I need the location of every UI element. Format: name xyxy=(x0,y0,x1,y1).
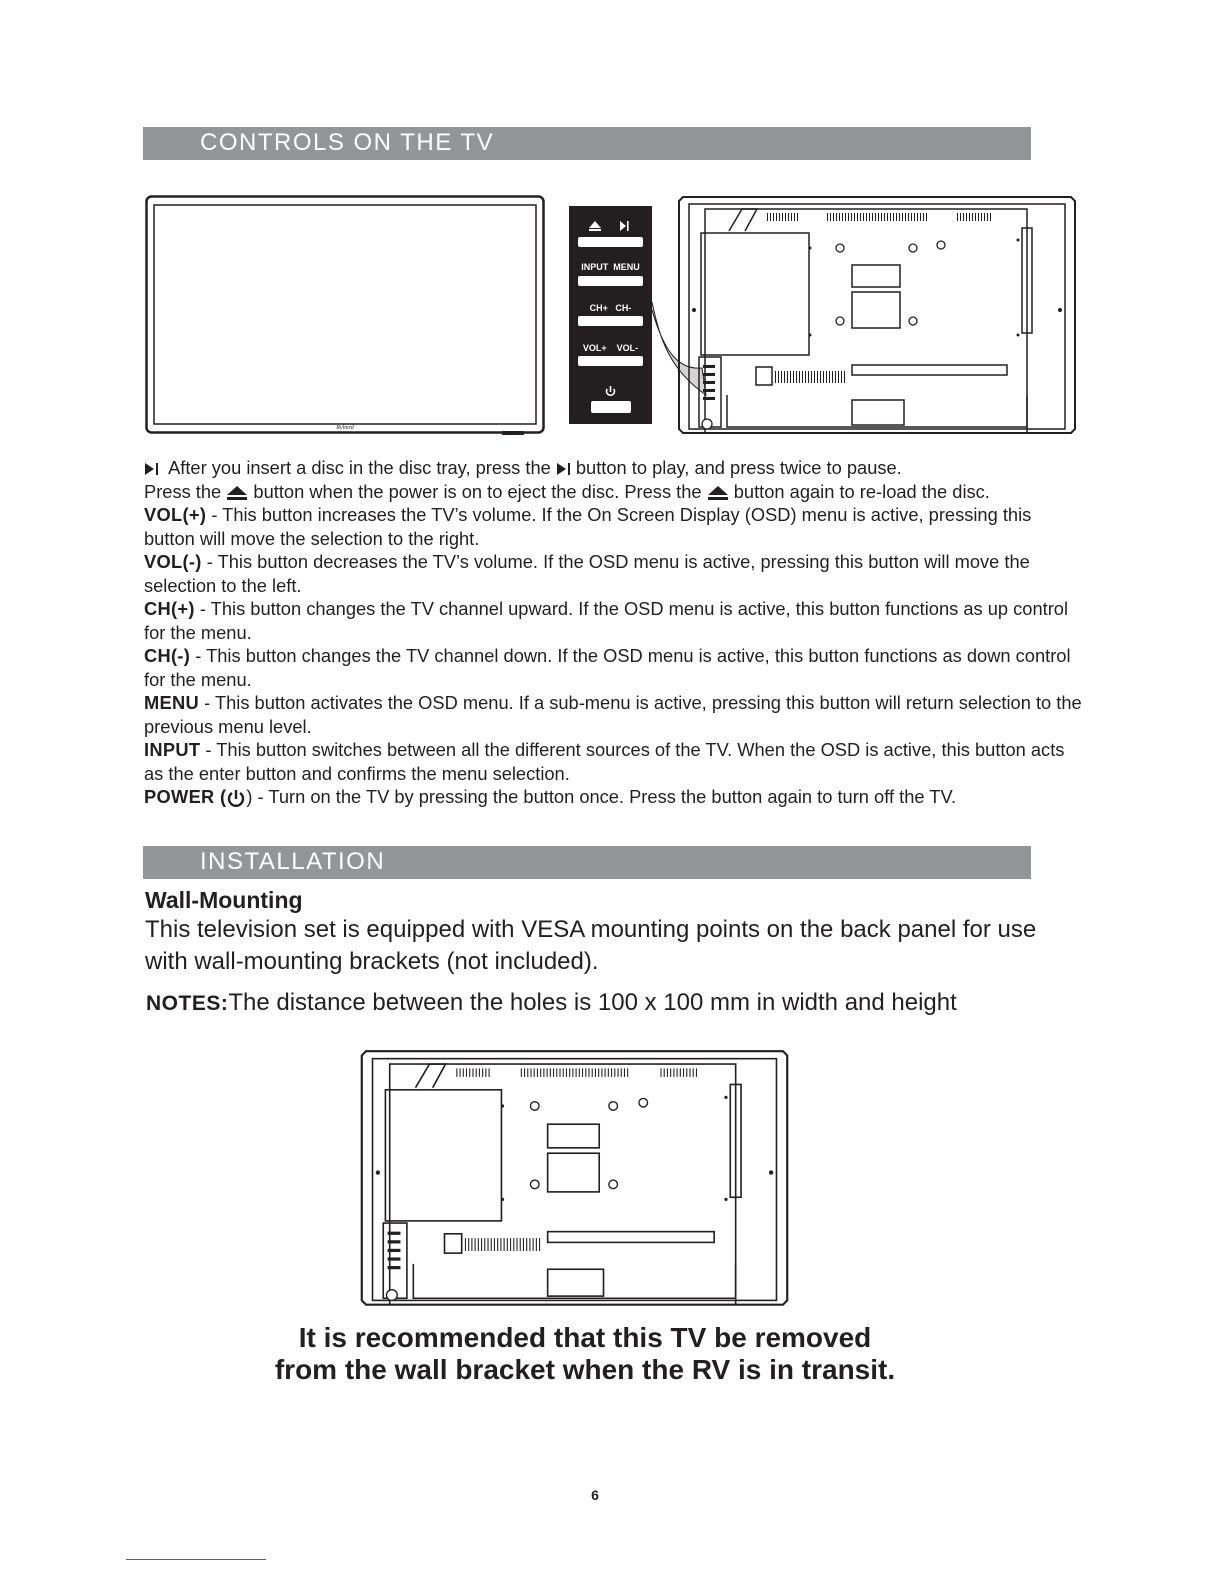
desc-vol-down: VOL(-) - This button decreases the TV’s volume. If the OSD menu is active, pressing this button will move the selection to the left. xyxy=(144,551,1030,596)
desc-input: INPUT - This button switches between all the different sources of the TV. When the OSD is active, this button acts as the enter button and confirms the menu selection. xyxy=(144,739,1065,784)
button-descriptions xyxy=(144,456,1084,809)
section-title: INSTALLATION xyxy=(200,848,386,875)
desc-menu: MENU - This button activates the OSD menu. If a sub-menu is active, pressing this button will return selection to the previous menu level. xyxy=(144,692,1082,737)
tv-back-mounting-illustration xyxy=(359,1049,790,1309)
power-icon xyxy=(226,789,246,807)
notes-text: The distance between the holes is 100 x 100 mm in width and height xyxy=(228,989,957,1016)
page-number: 6 xyxy=(591,1487,599,1503)
desc-eject: Press the button when the power is on to eject the disc. Press the button again to re-load the disc. xyxy=(144,480,990,502)
input-menu-label: INPUT MENU xyxy=(581,262,640,272)
footer-rule xyxy=(126,1559,266,1560)
section-title: CONTROLS ON THE TV xyxy=(200,129,495,156)
wall-mounting-heading: Wall-Mounting xyxy=(145,887,303,913)
desc-ch-up: CH(+) - This button changes the TV channel upward. If the OSD menu is active, this button functions as up control for the menu. xyxy=(144,598,1069,643)
play-pause-icon xyxy=(620,221,629,231)
desc-vol-up: VOL(+) - This button increases the TV’s volume. If the On Screen Display (OSD) menu is active, pressing this button will move the selection to the right. xyxy=(144,504,1032,549)
ch-button xyxy=(578,316,643,326)
notes xyxy=(146,989,957,1017)
warning-line-1: It is recommended that this TV be removed xyxy=(298,1322,872,1353)
ch-label: CH+ CH- xyxy=(589,303,632,313)
play-pause-icon xyxy=(556,462,576,476)
vol-label: VOL+ VOL- xyxy=(582,343,639,353)
notes-label: NOTES: xyxy=(146,992,229,1015)
tv-back-illustration xyxy=(677,195,1077,437)
play-pause-icon xyxy=(144,462,164,476)
tv-front-illustration xyxy=(145,195,545,438)
tv-button-panel xyxy=(569,206,652,424)
desc-power: POWER ( ) - Turn on the TV by pressing the button once. Press the button again to turn off the TV. xyxy=(144,786,957,807)
eject-icon xyxy=(707,485,729,501)
input-menu-button xyxy=(578,276,643,286)
warning-line-2: from the wall bracket when the RV is in transit. xyxy=(274,1354,896,1385)
section-banner-installation xyxy=(143,846,1031,879)
power-button xyxy=(591,401,631,413)
vol-button xyxy=(578,356,643,366)
eject-play-button xyxy=(578,237,643,247)
power-icon xyxy=(607,386,615,395)
wall-mounting-paragraph: This television set is equipped with VESA mounting points on the back panel for use with wall-mounting brackets (not included). xyxy=(145,916,1037,975)
desc-play: After you insert a disc in the disc tray, press the button to play, and press twice to pause. xyxy=(144,456,1084,480)
section-banner-controls xyxy=(143,127,1031,160)
tv-brand-logo: Rvlmrd xyxy=(336,425,354,431)
eject-icon xyxy=(226,485,248,501)
eject-icon xyxy=(589,221,601,231)
transit-warning xyxy=(200,1322,970,1386)
desc-ch-down: CH(-) - This button changes the TV channel down. If the OSD menu is active, this button functions as down control for the menu. xyxy=(144,645,1071,690)
